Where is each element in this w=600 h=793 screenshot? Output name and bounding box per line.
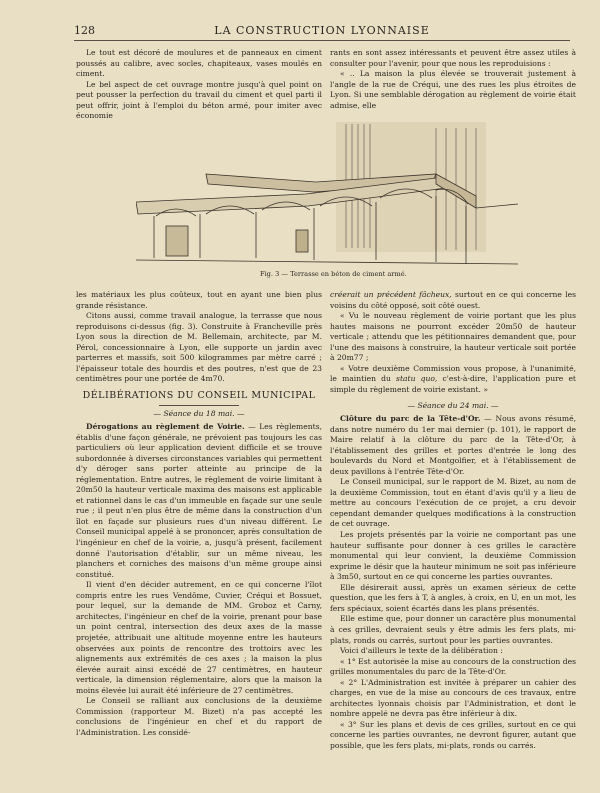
paragraph: « Vu le nouveau règlement de voirie portant que les plus hautes maisons ne pourront excéder 20m50 de hauteur verticale ; attendu que les pétitionnaires demandent que, pour l'une des maisons à construire, la hauteur verticale soit portée à 20m77 ; bbox=[330, 311, 576, 363]
page-header bbox=[74, 24, 570, 41]
paragraph bbox=[330, 290, 576, 311]
paragraph-text: « Votre deuxième Commission vous propose, à l'unanimité, le maintien du bbox=[330, 363, 576, 384]
section-heading: DÉLIBÉRATIONS DU CONSEIL MUNICIPAL bbox=[82, 389, 316, 401]
paragraph: Le bel aspect de cet ouvrage montre jusqu'à quel point on peut pousser la perfection du travail du ciment et quel parti il peut offrir, joint à l'emploi du béton armé, pour imiter avec économie bbox=[76, 79, 322, 121]
session-date: — Séance du 18 mai. — bbox=[153, 409, 245, 419]
page-number: 128 bbox=[74, 24, 95, 37]
right-column bbox=[330, 290, 576, 752]
paragraph-text: c'est-à-dire, l'application pure et simple du règlement de voirie existant. » bbox=[330, 374, 576, 394]
paragraph: Le Conseil se ralliant aux conclusions de la deuxième Commission (rapporteur M. Bizet) n'a pas accepté les conclusions de l'ingénieur en chef et du rapport de l'Administration. Les considé- bbox=[76, 696, 322, 737]
subsection-title: Clôture du parc de la Tête-d'Or. bbox=[340, 414, 481, 424]
paragraph-text: — Nous avons résumé, dans notre numéro du 1er mai dernier (p. 101), le rapport de Maire relatif à la clôture du parc de la Tête-d'Or, à l'établissement des grilles et portes d'entrée le long des boulevards du Nord et Montgolfier, et à l'établissement de deux pavillons à l'entrée Tête-d'Or. bbox=[330, 414, 576, 476]
paragraph: « 1° Est autorisée la mise au concours de la construction des grilles monumentales du parc de la Tête-d'Or. bbox=[330, 656, 576, 677]
paragraph-text: — Les règlements, établis d'une façon générale, ne prévoient pas toujours les cas particuliers où leur application devient difficile et se trouve subordonnée à diverses circonstances variables qui permettent d'y déroger sans porter atteinte au principe de la réglementation. Entre autres, le règlement de voirie limitant à 20m50 la hauteur verticale maxima des maisons est applicable et rationnel dans le cas d'un immeuble en façade sur une seule rue ; il peut n'en plus être de même dans la construction d'un îlot en façade sur plusieurs rues d'un niveau différent. Le Conseil municipal appelé à se prononcer, après consultation de l'ingénieur en chef de la voirie, a, jusqu'à présent, facilement donné l'autorisation d'établir, sur un même niveau, les planchers et corniches des maisons d'un même groupe ainsi constitué. bbox=[76, 422, 323, 579]
paragraph: Il vient d'en décider autrement, en ce qui concerne l'îlot compris entre les rues Vendôme, Cuvier, Créqui et Bossuet, pour lequel, sur la demande de MM. Groboz et Carny, architectes, l'ingénieur en chef de la voirie, prenant pour base un point central, intersection des deux axes de la masse projetée, attribuait une altitude moyenne entre les hauteurs observées aux points de rencontre des trottoirs avec les alignements aux extrémités de ces axes ; la maison la plus élevée aurait ainsi excédé de 27 centimètres, en hauteur verticale, la dimension réglementaire, alors que la maison la moins élevée lui aurait été inférieure de 27 centimètres. bbox=[76, 580, 322, 695]
paragraph-text: surtout en ce qui concerne les voisins du côté opposé, soit côté ouest. bbox=[330, 290, 577, 310]
paragraph: les matériaux les plus coûteux, tout en ayant une bien plus grande résistance. bbox=[76, 290, 322, 310]
paragraph: Voici d'ailleurs le texte de la délibération : bbox=[340, 646, 503, 656]
paragraph: Elle estime que, pour donner un caractère plus monumental à ces grilles, devraient seuls y être admis les fers plats, mi-plats, ronds ou carrés, surtout pour les parties ouvrantes. bbox=[330, 614, 576, 645]
paragraph: « 2° L'Administration est invitée à préparer un cahier des charges, en vue de la mise au concours de ces travaux, entre architectes lyonnais choisis par l'Administration, et dont le nombre appelé ne devra pas être inférieur à dix. bbox=[330, 677, 576, 719]
paragraph bbox=[330, 414, 576, 477]
running-title: LA CONSTRUCTION LYONNAISE bbox=[214, 24, 430, 37]
paragraph: Les projets présentés par la voirie ne comportant pas une hauteur suffisante pour donner à ces grilles le caractère monumental qui leur convient, la deuxième Commission exprime le désir que la hauteur minimum ne soit pas inférieure à 3m50, surtout en ce qui concerne les parties ouvrantes. bbox=[330, 530, 576, 582]
top-right-column bbox=[330, 48, 576, 111]
paragraph: « 3° Sur les plans et devis de ces grilles, surtout en ce qui concerne les parties ouvrantes, ne devront figurer, autant que possible, que les fers plats, mi-plats, ronds ou carrés. bbox=[330, 719, 576, 750]
emphasis: statu quo, bbox=[396, 374, 438, 384]
subsection-title: Dérogations au règlement de Voirie. bbox=[86, 422, 245, 432]
emphasis: créerait un précédent fâcheux, bbox=[330, 290, 452, 299]
paragraph: « .. La maison la plus élevée se trouverait justement à l'angle de la rue de Créqui, une des rues les plus étroites de Lyon. Si une semblable dérogation au règlement de voirie était admise, elle bbox=[330, 69, 576, 110]
terrace-illustration bbox=[136, 118, 518, 266]
session-date: — Séance du 24 mai. — bbox=[407, 401, 499, 411]
divider bbox=[159, 405, 239, 406]
paragraph: rants en sont assez intéressants et peuvent être assez utiles à consulter pour l'avenir, pour que nous les reproduisions : bbox=[330, 48, 576, 68]
figure-caption: Fig. 3 — Terrasse en béton de ciment armé. bbox=[260, 270, 407, 278]
paragraph: Citons aussi, comme travail analogue, la terrasse que nous reproduisons ci-dessus (fig. 3). Construite à Francheville près Lyon sous la direction de M. Bellemain, architecte, par M. Pérol, concessionnaire à Lyon, elle supporte un jardin avec parterres et massifs, soit 500 kilogrammes par mètre carré ; l'épaisseur totale des hourdis et des poutres, n'est que de 23 centimètres pour une portée de 4m70. bbox=[76, 311, 322, 384]
paragraph bbox=[330, 364, 576, 396]
paragraph: Le tout est décoré de moulures et de panneaux en ciment poussés au calibre, avec socles, chapiteaux, vases moulés en ciment. bbox=[76, 48, 322, 79]
left-column bbox=[76, 290, 322, 738]
paragraph bbox=[76, 422, 322, 580]
paragraph: Elle désirerait aussi, après un examen sérieux de cette question, que les fers à T, à angles, à croix, en U, en un mot, les fers spéciaux, soient écartés dans les plans présentés. bbox=[330, 582, 576, 613]
paragraph: Le Conseil municipal, sur le rapport de M. Bizet, au nom de la deuxième Commission, tout en étant d'avis qu'il y a lieu de mettre au concours l'exécution de ce projet, a cru devoir cependant demander quelques modifications à la construction de cet ouvrage. bbox=[330, 477, 576, 529]
top-left-column bbox=[76, 48, 322, 122]
